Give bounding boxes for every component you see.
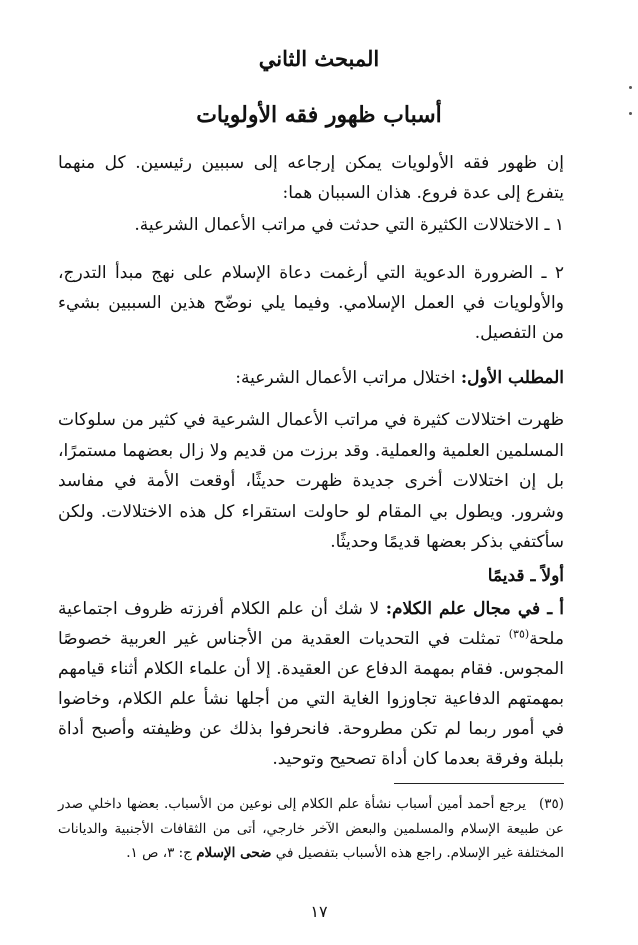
footnote-divider <box>394 783 564 784</box>
first-part-label: المطلب الأول: <box>460 368 564 388</box>
page-number: ١٧ <box>310 902 328 921</box>
scan-mark <box>629 86 632 89</box>
footnote-source: ضحى الإسلام <box>196 845 272 861</box>
footnote-number: (٣٥) <box>538 796 565 812</box>
first-part-body: ظهرت اختلالات كثيرة في مراتب الأعمال الشرعية في كثير من سلوكات المسلمين العلمية والعملية. وقد برزت من قديم ولا زال بعضهما مستمرًا، بل إن اختلالات أخرى جديدة ظهرت حديثًا، أوقعت الأمة في مفاسد وشرور. ويطول بي المقام لو حاولت استقراء كل هذه الاختلالات. ولكن سأكتفي بذكر بعضها قديمًا وحديثًا. <box>58 410 564 552</box>
footnote-reference[interactable]: (٣٥) <box>508 627 530 641</box>
footnote-citation: ج: ٣، ص ١. <box>126 845 197 861</box>
scan-mark <box>629 112 632 115</box>
kalam-label: أ ـ في مجال علم الكلام: <box>385 599 564 619</box>
kalam-paragraph <box>58 594 564 774</box>
old-heading: أولاً ـ قديمًا <box>487 566 564 586</box>
kalam-text-b: تمثلت في التحديات العقدية من الأجناس غير العربية خصوصًا المجوس. فقام بمهمة الدفاع عن العقيدة. إلا أن علماء الكلام أثناء قيامهم بمهمتهم الدفاعية تجاوزوا الغاية التي من أجلها نشأ علم الكلام، وخاضوا في أمور ربما لم تكن مطروحة. فانحرفوا بذلك عن وظيفته وأصبح أداة بلبلة وفرقة بعدما كان أداة تصحيح وتوحيد. <box>58 629 564 769</box>
cause-item-2: ٢ ـ الضرورة الدعوية التي أرغمت دعاة الإسلام على نهج مبدأ التدرج، والأولويات في العمل الإسلامي. وفيما يلي نوضّح هذين السببين بشيء من التفصيل. <box>58 263 564 343</box>
kalam-text-a: لا شك أن علم الكلام أفرزته ظروف اجتماعية ملحة <box>58 599 564 649</box>
section-title: المبحث الثاني <box>258 46 380 71</box>
chapter-title: أسباب ظهور فقه الأولويات <box>196 102 442 128</box>
first-part-heading <box>58 363 564 393</box>
footnote-text: يرجع أحمد أمين أسباب نشأة علم الكلام إلى نوعين من الأسباب. بعضها داخلي صدر عن طبيعة الإسلام والمسلمين والبعض الآخر خارجي، أتى من الثقافات الأجنبية والديانات المختلفة غير الإسلام. راجع هذه الأسباب بتفصيل في <box>58 796 564 861</box>
intro-paragraph: إن ظهور فقه الأولويات يمكن إرجاعه إلى سببين رئيسين. كل منهما يتفرع إلى عدة فروع. هذان السببان هما: <box>58 153 564 203</box>
footnote <box>58 792 564 866</box>
first-part-title: اختلال مراتب الأعمال الشرعية: <box>235 368 461 388</box>
cause-item-1: ١ ـ الاختلالات الكثيرة التي حدثت في مراتب الأعمال الشرعية. <box>134 215 564 235</box>
